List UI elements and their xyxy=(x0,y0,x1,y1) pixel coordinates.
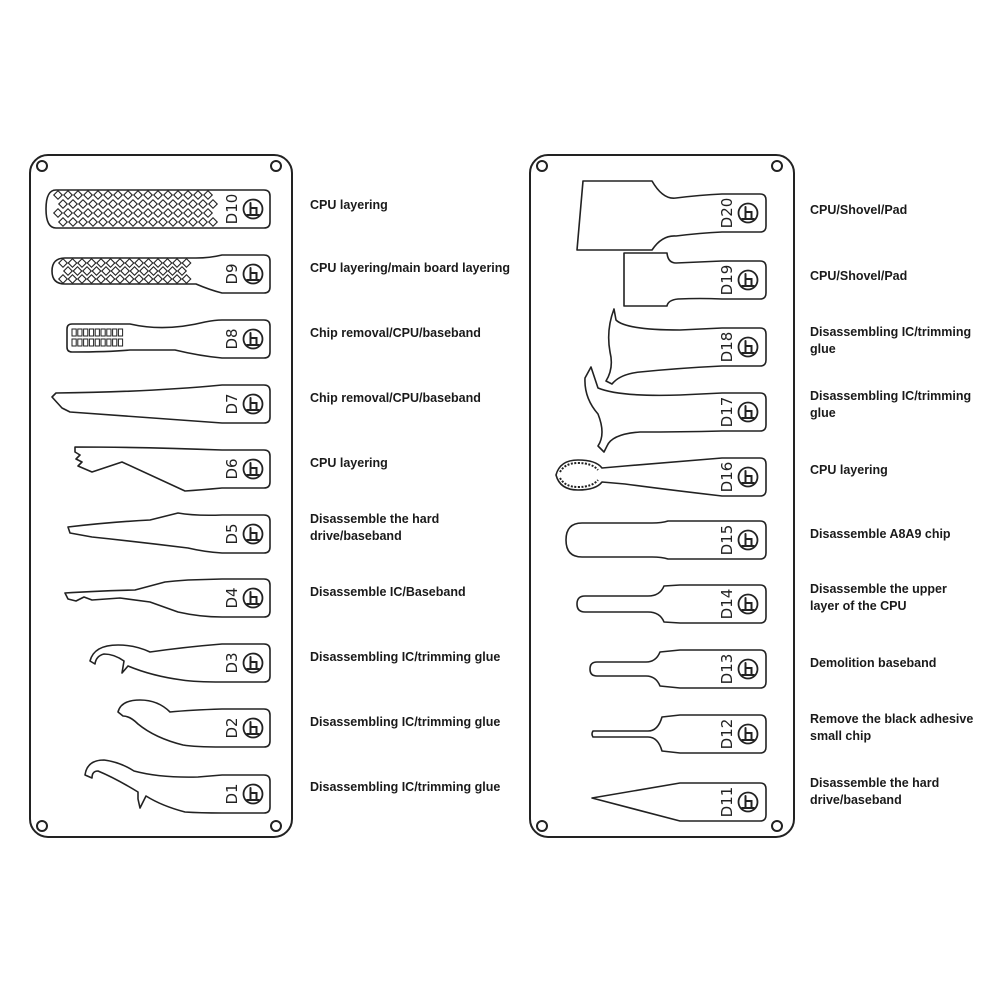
brand-logo-icon xyxy=(244,330,263,349)
tool-description: Disassemble IC/Baseband xyxy=(310,585,466,599)
tool-code: D4 xyxy=(223,587,241,609)
brand-logo-icon xyxy=(244,719,263,738)
tool-code: D19 xyxy=(718,264,736,296)
tool-code: D8 xyxy=(223,328,241,350)
tool-description: Chip removal/CPU/baseband xyxy=(310,391,481,405)
tool-code: D16 xyxy=(718,461,736,493)
tool-code: D6 xyxy=(223,458,241,480)
brand-logo-icon xyxy=(244,525,263,544)
tool-description: CPU layering xyxy=(310,198,388,212)
tool-code: D13 xyxy=(718,653,736,685)
brand-logo-icon xyxy=(739,468,758,487)
tool-description: Remove the black adhesive small chip xyxy=(810,712,974,743)
tool-description: Disassemble the hard drive/baseband xyxy=(310,512,440,543)
brand-logo-icon xyxy=(739,660,758,679)
mount-hole-icon xyxy=(37,821,47,831)
brand-logo-icon xyxy=(244,265,263,284)
tool-d15-blade xyxy=(566,521,766,559)
tool-code: D2 xyxy=(223,717,241,739)
tool-description: Disassembling IC/trimming glue xyxy=(310,650,501,664)
tool-code: D12 xyxy=(718,718,736,750)
mount-hole-icon xyxy=(537,161,547,171)
tool-code: D3 xyxy=(223,652,241,674)
tool-description: Disassemble the hard drive/baseband xyxy=(810,776,940,807)
tool-code: D15 xyxy=(718,524,736,556)
tool-code: D1 xyxy=(223,783,241,805)
tool-description: CPU/Shovel/Pad xyxy=(810,269,908,283)
brand-logo-icon xyxy=(244,589,263,608)
brand-logo-icon xyxy=(244,200,263,219)
tool-code: D9 xyxy=(223,263,241,285)
brand-logo-icon xyxy=(739,531,758,550)
tool-code: D5 xyxy=(223,523,241,545)
tool-description: Disassemble the upper layer of the CPU xyxy=(810,582,947,613)
brand-logo-icon xyxy=(244,395,263,414)
brand-logo-icon xyxy=(739,793,758,812)
tool-description: CPU layering/main board layering xyxy=(310,261,511,275)
mount-hole-icon xyxy=(271,161,281,171)
brand-logo-icon xyxy=(739,204,758,223)
tool-code: D7 xyxy=(223,393,241,415)
mount-hole-icon xyxy=(271,821,281,831)
tool-code: D18 xyxy=(718,331,736,363)
tool-description: Demolition baseband xyxy=(810,656,937,670)
tool-code: D20 xyxy=(718,197,736,229)
tool-code: D17 xyxy=(718,396,736,428)
mount-hole-icon xyxy=(772,161,782,171)
tool-code: D10 xyxy=(223,193,241,225)
tool-code: D14 xyxy=(718,588,736,620)
mount-hole-icon xyxy=(37,161,47,171)
tool-description: Disassembling IC/trimming glue xyxy=(810,389,972,420)
tool-description: Chip removal/CPU/baseband xyxy=(310,326,481,340)
brand-logo-icon xyxy=(244,785,263,804)
brand-logo-icon xyxy=(244,460,263,479)
tool-description: Disassembling IC/trimming glue xyxy=(310,715,501,729)
tool-code: D11 xyxy=(718,786,736,818)
brand-logo-icon xyxy=(739,338,758,357)
brand-logo-icon xyxy=(739,271,758,290)
brand-logo-icon xyxy=(739,595,758,614)
brand-logo-icon xyxy=(739,403,758,422)
tool-description: Disassembling IC/trimming glue xyxy=(310,780,501,794)
tool-description: Disassemble A8A9 chip xyxy=(810,527,951,541)
tool-description: CPU layering xyxy=(310,456,388,470)
mount-hole-icon xyxy=(537,821,547,831)
tool-description: Disassembling IC/trimming glue xyxy=(810,325,972,356)
brand-logo-icon xyxy=(739,725,758,744)
brand-logo-icon xyxy=(244,654,263,673)
tool-description: CPU/Shovel/Pad xyxy=(810,203,908,217)
mount-hole-icon xyxy=(772,821,782,831)
tool-description: CPU layering xyxy=(810,463,888,477)
